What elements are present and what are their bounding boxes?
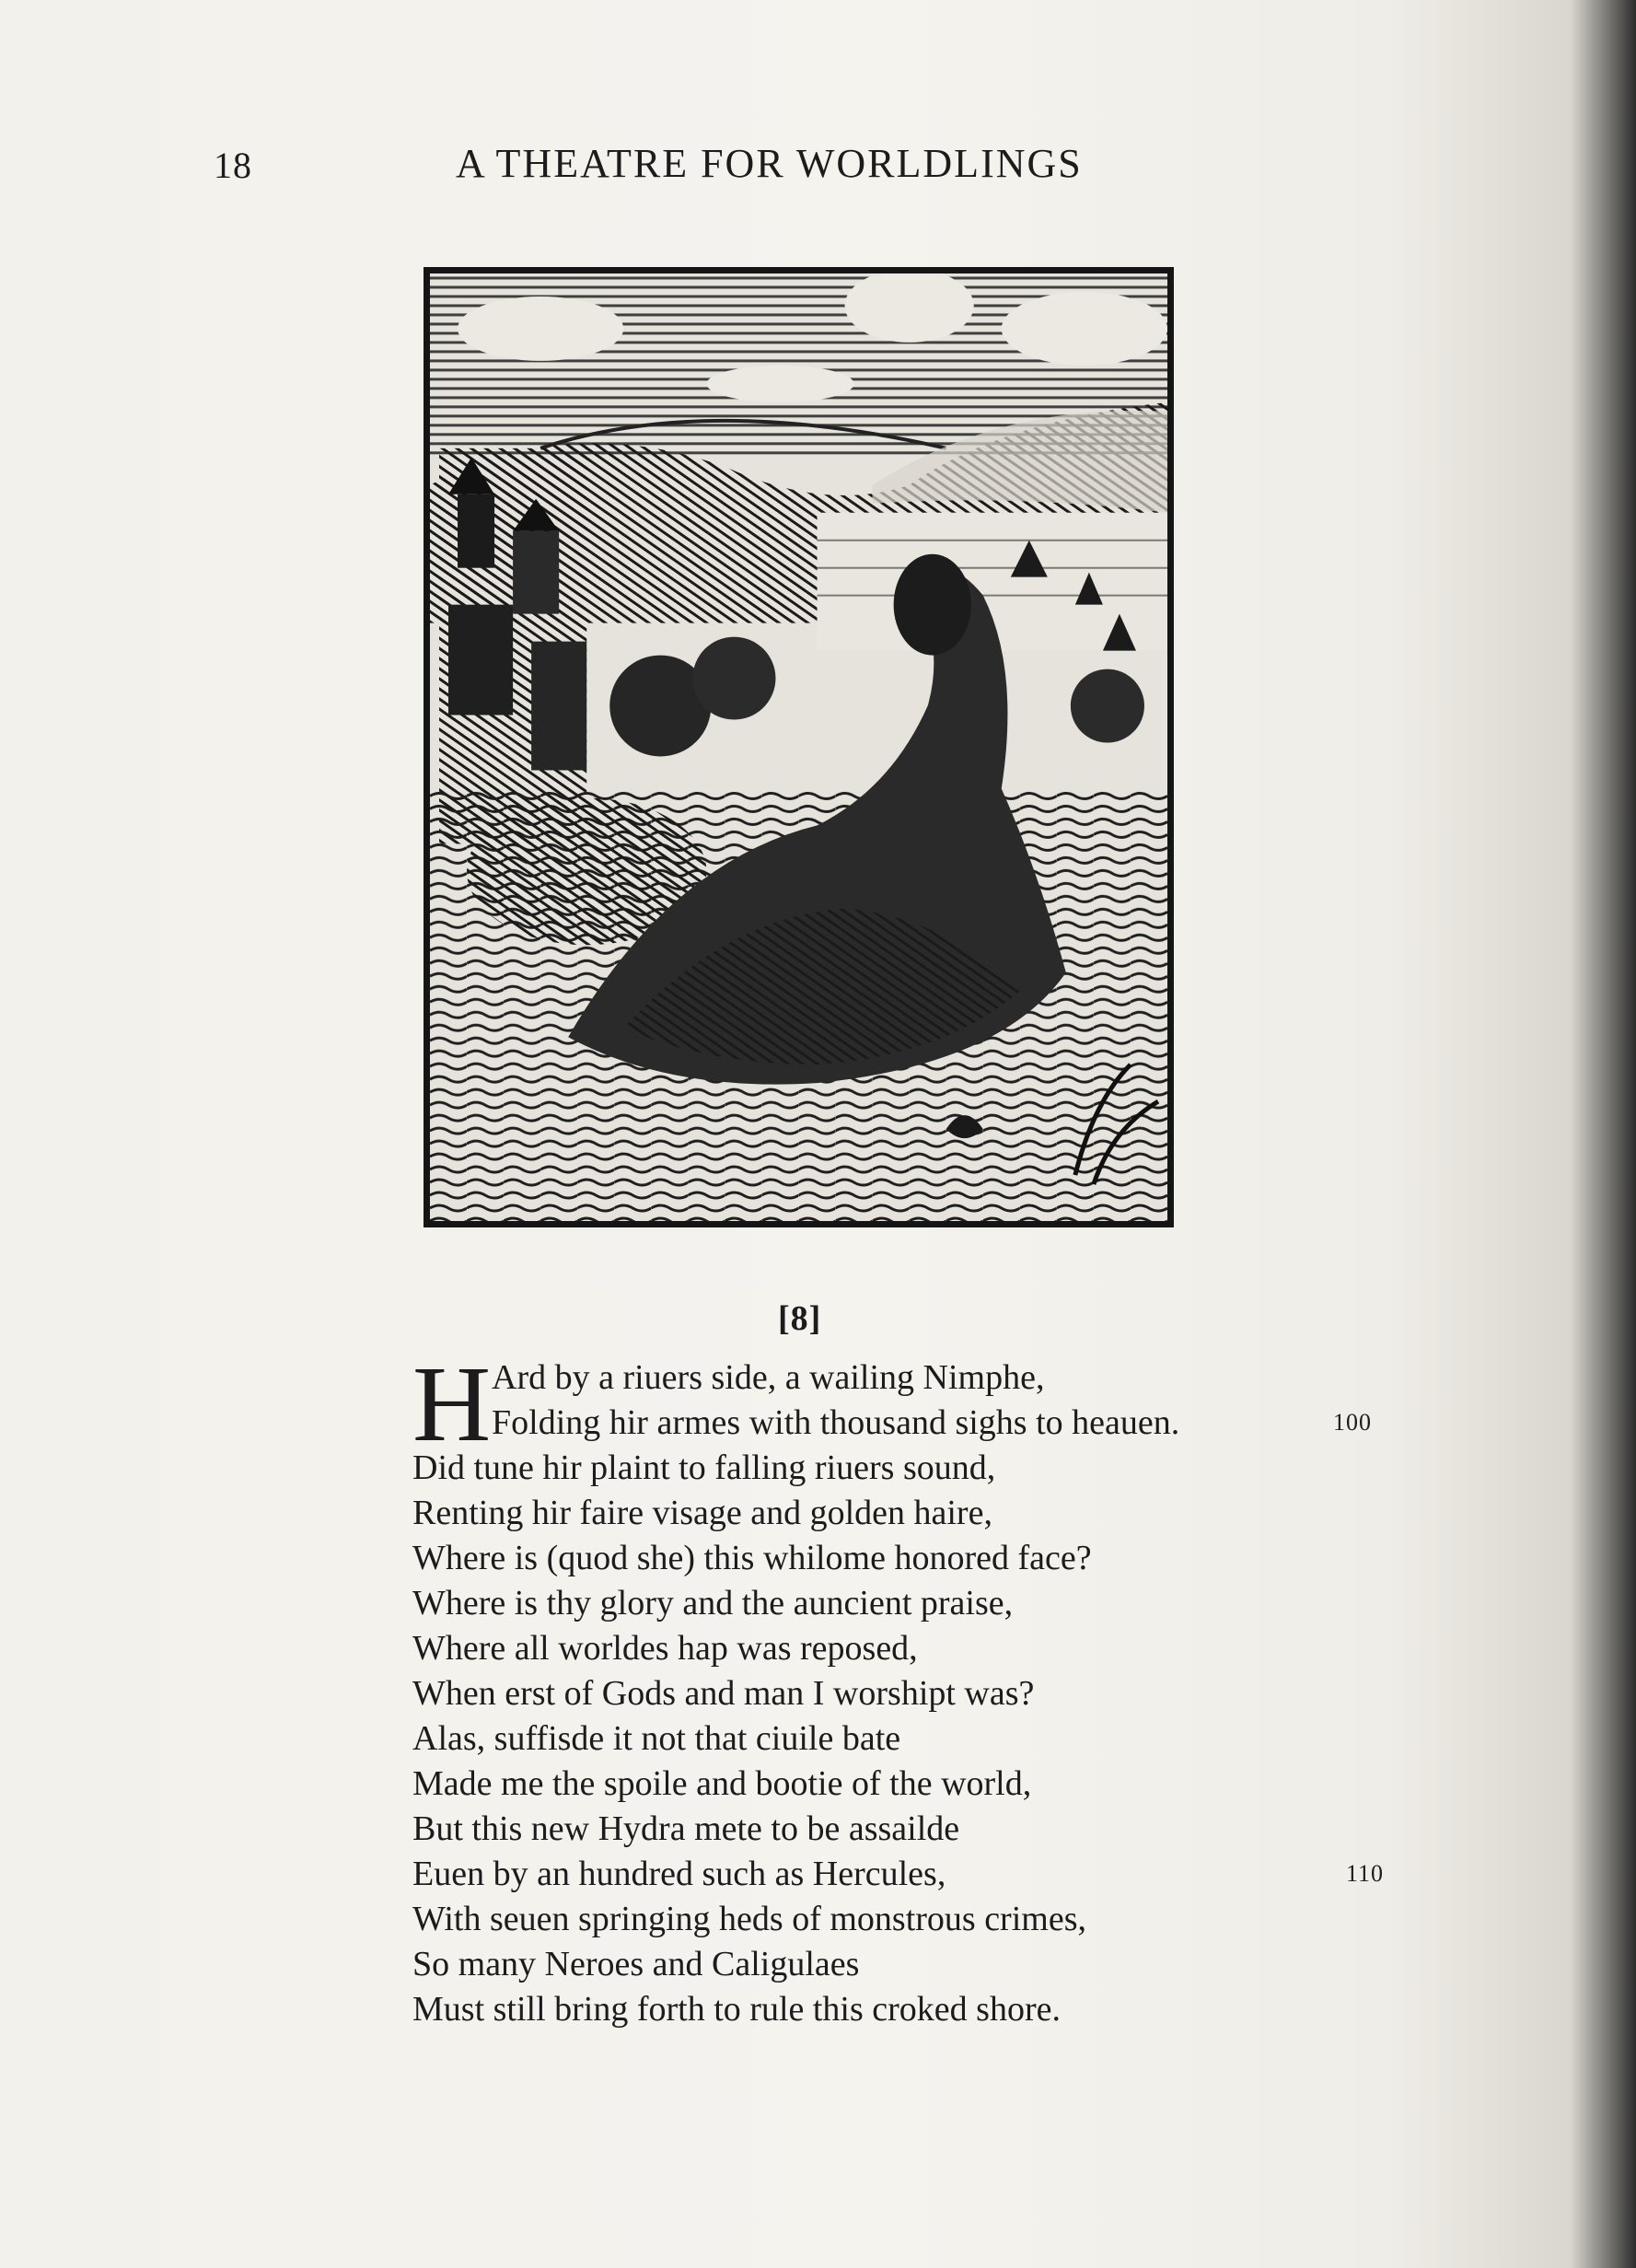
poem-line: Did tune hir plaint to falling riuers sound, (412, 1448, 996, 1487)
poem-line: Where is thy glory and the auncient praise, (412, 1584, 1014, 1622)
line-number: 100 (1333, 1409, 1372, 1436)
poem-line: Where is (quod she) this whilome honored face? (412, 1539, 1092, 1577)
woodcut-illustration (424, 267, 1174, 1227)
woodcut-nymph-by-river-icon (430, 273, 1167, 1221)
poem-line: Must still bring forth to rule this croked shore. (412, 1990, 1061, 2029)
poem-line: So many Neroes and Caligulaes (412, 1945, 860, 1983)
poem-line: Where all worldes hap was reposed, (412, 1629, 918, 1668)
drop-cap: H (412, 1343, 492, 1464)
poem-line: Alas, suffisde it not that ciuile bate (412, 1719, 901, 1758)
section-number: [8] (778, 1299, 822, 1338)
poem-line: When erst of Gods and man I worshipt was? (412, 1674, 1035, 1713)
poem-line: Ard by a riuers side, a wailing Nimphe, (492, 1358, 1045, 1397)
poem-line: Folding hir armes with thousand sighs to heauen. (492, 1403, 1180, 1442)
poem-line: Renting hir faire visage and golden haire, (412, 1494, 992, 1532)
page-number: 18 (214, 145, 252, 186)
running-title: A THEATRE FOR WORLDLINGS (456, 141, 1083, 186)
poem-line: But this new Hydra mete to be assailde (412, 1809, 960, 1848)
poem-line: Made me the spoile and bootie of the world, (412, 1764, 1032, 1803)
line-number: 110 (1346, 1860, 1385, 1887)
poem-line: With seuen springing heds of monstrous crimes, (412, 1900, 1086, 1938)
poem-line: Euen by an hundred such as Hercules, (412, 1855, 946, 1893)
